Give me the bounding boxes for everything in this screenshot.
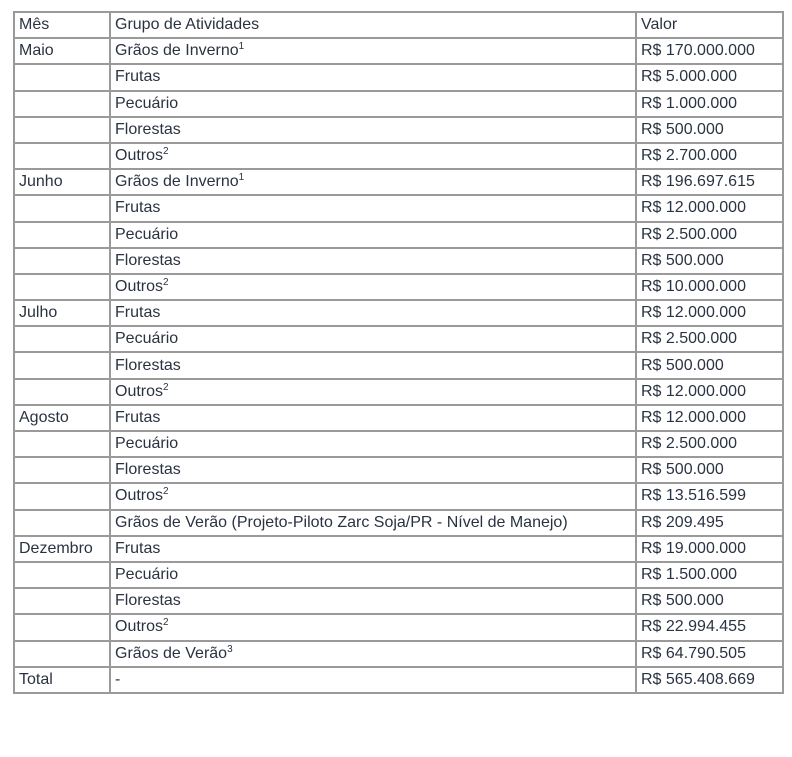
cell-mes <box>14 117 110 143</box>
cell-valor: R$ 500.000 <box>636 457 783 483</box>
grupo-label: Florestas <box>115 592 181 610</box>
footnote-marker: 3 <box>227 643 233 655</box>
cell-grupo <box>110 379 636 405</box>
cell-valor: R$ 1.500.000 <box>636 562 783 588</box>
cell-grupo <box>110 536 636 562</box>
cell-mes <box>14 588 110 614</box>
grupo-label: Grãos de Verão (Projeto-Piloto Zarc Soja/PR - Nível de Manejo) <box>115 513 568 531</box>
cell-grupo <box>110 91 636 117</box>
table-row <box>14 222 783 248</box>
table-row <box>14 483 783 509</box>
footnote-marker: 2 <box>163 276 169 288</box>
table-row <box>14 641 783 667</box>
header-row <box>14 12 783 38</box>
table-row <box>14 91 783 117</box>
cell-mes <box>14 614 110 640</box>
table-row <box>14 562 783 588</box>
footnote-marker: 2 <box>163 617 169 629</box>
cell-mes <box>14 143 110 169</box>
cell-mes: Agosto <box>14 405 110 431</box>
grupo-label: Grãos de Verão <box>115 644 228 662</box>
cell-mes <box>14 352 110 378</box>
grupo-label: Outros <box>115 147 164 165</box>
cell-mes <box>14 274 110 300</box>
cell-valor: R$ 2.700.000 <box>636 143 783 169</box>
cell-valor: R$ 209.495 <box>636 510 783 536</box>
valores-table <box>13 11 784 694</box>
cell-mes <box>14 379 110 405</box>
grupo-label: Pecuário <box>115 330 179 348</box>
cell-grupo <box>110 352 636 378</box>
cell-grupo <box>110 117 636 143</box>
cell-grupo <box>110 169 636 195</box>
cell-grupo <box>110 222 636 248</box>
cell-valor: R$ 170.000.000 <box>636 38 783 64</box>
grupo-label: Pecuário <box>115 435 179 453</box>
cell-valor: R$ 500.000 <box>636 248 783 274</box>
cell-valor: R$ 12.000.000 <box>636 405 783 431</box>
footnote-marker: 2 <box>163 486 169 498</box>
cell-grupo <box>110 143 636 169</box>
table-row <box>14 300 783 326</box>
header-grupo: Grupo de Atividades <box>110 12 636 38</box>
cell-grupo <box>110 195 636 221</box>
cell-mes <box>14 326 110 352</box>
table-row <box>14 326 783 352</box>
footnote-marker: 2 <box>163 381 169 393</box>
table-row <box>14 169 783 195</box>
cell-valor: R$ 12.000.000 <box>636 379 783 405</box>
cell-grupo <box>110 510 636 536</box>
cell-valor: R$ 19.000.000 <box>636 536 783 562</box>
cell-grupo <box>110 457 636 483</box>
footnote-marker: 1 <box>238 41 245 53</box>
grupo-label: Florestas <box>115 461 181 479</box>
cell-grupo <box>110 326 636 352</box>
cell-valor: R$ 13.516.599 <box>636 483 783 509</box>
cell-grupo <box>110 614 636 640</box>
table-row <box>14 248 783 274</box>
table-row <box>14 195 783 221</box>
grupo-label: Pecuário <box>115 94 179 112</box>
cell-mes: Julho <box>14 300 110 326</box>
table-row <box>14 510 783 536</box>
grupo-label: Outros <box>115 382 164 400</box>
cell-valor: R$ 10.000.000 <box>636 274 783 300</box>
table-row <box>14 64 783 90</box>
cell-mes <box>14 248 110 274</box>
cell-mes <box>14 195 110 221</box>
cell-mes <box>14 483 110 509</box>
table-row <box>14 38 783 64</box>
cell-grupo <box>110 431 636 457</box>
cell-valor: R$ 2.500.000 <box>636 222 783 248</box>
cell-mes: Maio <box>14 38 110 64</box>
cell-valor: R$ 500.000 <box>636 352 783 378</box>
cell-valor: R$ 12.000.000 <box>636 195 783 221</box>
grupo-label: - <box>115 670 121 688</box>
cell-grupo <box>110 248 636 274</box>
cell-valor: R$ 2.500.000 <box>636 431 783 457</box>
table-row <box>14 405 783 431</box>
table-row <box>14 588 783 614</box>
cell-valor: R$ 22.994.455 <box>636 614 783 640</box>
cell-mes <box>14 641 110 667</box>
cell-mes <box>14 64 110 90</box>
cell-valor: R$ 1.000.000 <box>636 91 783 117</box>
grupo-label: Outros <box>115 487 164 505</box>
table-row <box>14 143 783 169</box>
footnote-marker: 2 <box>163 146 169 158</box>
table-row <box>14 536 783 562</box>
cell-mes <box>14 222 110 248</box>
cell-grupo <box>110 667 636 693</box>
grupo-label: Grãos de Inverno <box>115 42 239 60</box>
table-row <box>14 274 783 300</box>
table-row <box>14 379 783 405</box>
table-row <box>14 117 783 143</box>
cell-mes: Junho <box>14 169 110 195</box>
cell-valor: R$ 2.500.000 <box>636 326 783 352</box>
grupo-label: Outros <box>115 618 164 636</box>
cell-valor: R$ 12.000.000 <box>636 300 783 326</box>
cell-mes: Total <box>14 667 110 693</box>
grupo-label: Florestas <box>115 356 181 374</box>
cell-valor: R$ 5.000.000 <box>636 64 783 90</box>
grupo-label: Pecuário <box>115 225 179 243</box>
grupo-label: Frutas <box>115 199 161 217</box>
cell-grupo <box>110 300 636 326</box>
cell-mes <box>14 457 110 483</box>
grupo-label: Outros <box>115 277 164 295</box>
cell-valor: R$ 64.790.505 <box>636 641 783 667</box>
table-row <box>14 457 783 483</box>
grupo-label: Florestas <box>115 120 181 138</box>
cell-mes: Dezembro <box>14 536 110 562</box>
cell-mes <box>14 510 110 536</box>
cell-mes <box>14 562 110 588</box>
cell-mes <box>14 91 110 117</box>
cell-grupo <box>110 562 636 588</box>
cell-grupo <box>110 405 636 431</box>
grupo-label: Frutas <box>115 304 161 322</box>
grupo-label: Frutas <box>115 68 161 86</box>
cell-grupo <box>110 641 636 667</box>
header-valor: Valor <box>636 12 783 38</box>
cell-grupo <box>110 588 636 614</box>
table-row <box>14 614 783 640</box>
grupo-label: Frutas <box>115 408 161 426</box>
cell-valor: R$ 565.408.669 <box>636 667 783 693</box>
cell-grupo <box>110 483 636 509</box>
cell-grupo <box>110 64 636 90</box>
grupo-label: Florestas <box>115 251 181 269</box>
header-mes: Mês <box>14 12 110 38</box>
cell-valor: R$ 500.000 <box>636 117 783 143</box>
table-row <box>14 667 783 693</box>
cell-grupo <box>110 274 636 300</box>
grupo-label: Pecuário <box>115 566 179 584</box>
cell-grupo <box>110 38 636 64</box>
grupo-label: Grãos de Inverno <box>115 173 239 191</box>
table-row <box>14 352 783 378</box>
grupo-label: Frutas <box>115 539 161 557</box>
table-row <box>14 431 783 457</box>
cell-mes <box>14 431 110 457</box>
footnote-marker: 1 <box>238 172 245 184</box>
cell-valor: R$ 196.697.615 <box>636 169 783 195</box>
cell-valor: R$ 500.000 <box>636 588 783 614</box>
